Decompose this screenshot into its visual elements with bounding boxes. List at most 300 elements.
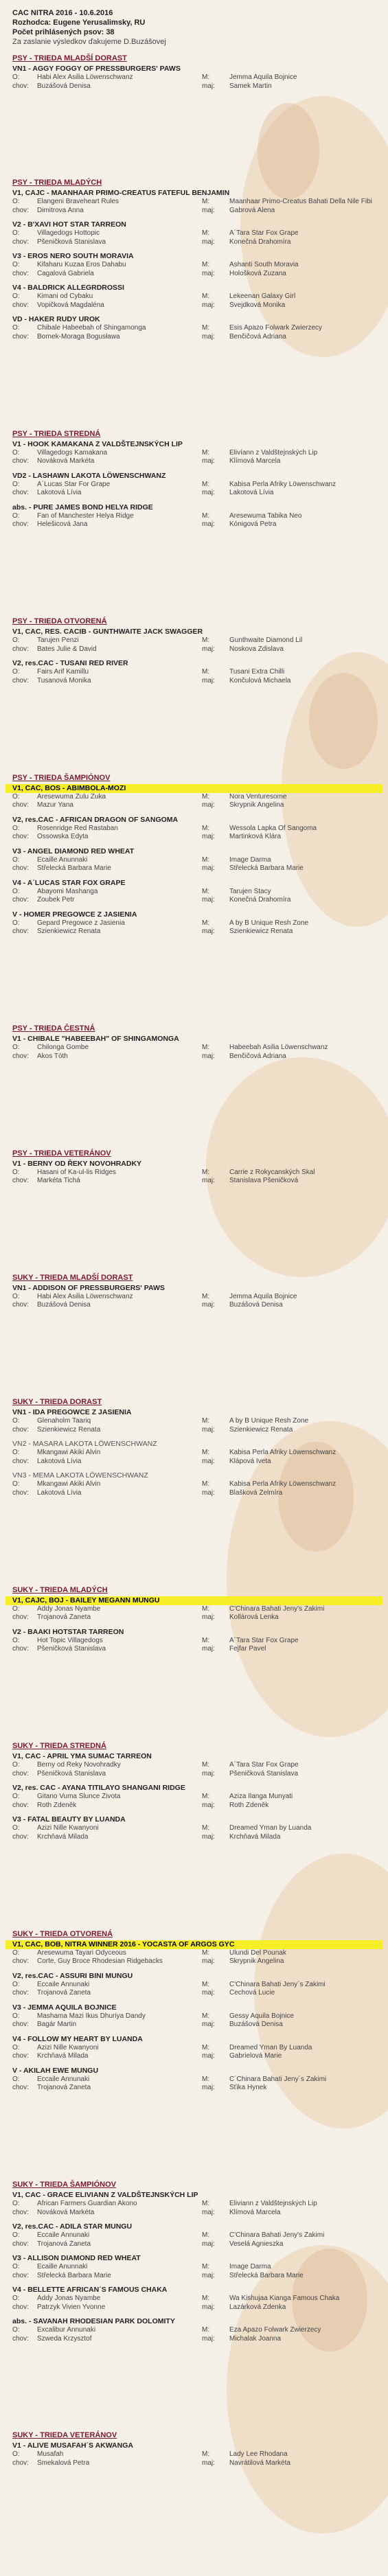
class-title: PSY - TRIEDA ČESTNÁ (12, 1024, 95, 1033)
owner-name: Fejfar Pavel (229, 1645, 266, 1653)
dam-label: M: (202, 2326, 210, 2334)
owners-row (0, 1426, 388, 1435)
owner-name: Gabrielová Marie (229, 2052, 282, 2060)
dam-name: Tusani Extra Chilli (229, 668, 285, 676)
parents-row (0, 1480, 388, 1489)
breeder-name: Bagár Martin (37, 2021, 77, 2029)
owner-name: Martinková Klára (229, 833, 282, 841)
result-entry (0, 1284, 388, 1310)
sire-name: Fan of Manchester Helya Ridge (37, 511, 134, 520)
owners-row (0, 833, 388, 842)
result-entry (0, 2254, 388, 2280)
breeder-label: chov: (12, 2021, 29, 2029)
dam-label: M: (202, 1417, 210, 1425)
dam-name: Kabisa Perla Afriky Löwenschwanz (229, 1480, 336, 1488)
dam-name: Elivíann z Valdštejnských Lip (229, 448, 318, 457)
dam-label: M: (202, 1292, 210, 1300)
award-line: V1, CAJC - MAANHAAR PRIMO-CREATUS FATEFUL BENJAMIN (12, 189, 230, 198)
class-title: SUKY - TRIEDA MLADŠÍ DORAST (12, 1273, 133, 1282)
dam-label: M: (202, 448, 210, 457)
dam-name: Carrie z Rokycanských Skal (229, 1168, 315, 1176)
sire-label: O: (12, 668, 20, 676)
breeder-name: Tusanová Monika (37, 676, 91, 685)
owner-name: Blašková Želmíra (229, 1488, 283, 1497)
result-entry (0, 2286, 388, 2312)
owner-name: Kollárová Lenka (229, 1613, 279, 1622)
owner-name: Střelecká Barbara Marie (229, 864, 304, 873)
dam-label: M: (202, 792, 210, 801)
owner-name: Lazárková Zdenka (229, 2303, 286, 2311)
sire-name: Villagedogs Hottopic (37, 229, 100, 238)
owner-label: maj: (202, 1989, 215, 1997)
breeder-label: chov: (12, 833, 29, 841)
breeder-name: Lakotová Lívia (37, 1488, 82, 1497)
dam-label: M: (202, 2012, 210, 2020)
sire-name: Excalibur Annunaki (37, 2326, 96, 2334)
owners-row (0, 2240, 388, 2249)
owner-name: Gabrová Alena (229, 206, 275, 214)
dam-name: C'Chinara Bahati Jeny's Zakimi (229, 1605, 325, 1613)
dam-label: M: (202, 1636, 210, 1644)
result-entry (0, 1408, 388, 1434)
owner-name: Kónigová Petra (229, 520, 277, 529)
breeder-label: chov: (12, 1488, 29, 1497)
sire-label: O: (12, 919, 20, 927)
sire-name: Mkangawi Akiki Alvin (37, 1480, 101, 1488)
breeder-name: Trojanová Žaneta (37, 1989, 91, 1997)
owner-name: Noskova Zdislava (229, 645, 284, 653)
breeder-name: Lakotová Lívia (37, 489, 82, 497)
award-line: abs. - SAVANAH RHODESIAN PARK DOLOMITY (12, 2317, 175, 2326)
owner-label: maj: (202, 269, 215, 277)
dam-label: M: (202, 1761, 210, 1769)
award-line: V1, CAC - APRIL YMA SUMAC TARREON (12, 1752, 152, 1761)
owner-name: Švejdková Monika (229, 301, 286, 309)
breeder-label: chov: (12, 2208, 29, 2216)
owner-name: Hološková Zuzana (229, 269, 286, 277)
sire-label: O: (12, 261, 20, 269)
award-line: V4 - A´LUCAS STAR FOX GRAPE (12, 878, 126, 887)
sire-label: O: (12, 511, 20, 520)
breeder-name: Bates Julie & David (37, 645, 97, 653)
breeder-label: chov: (12, 864, 29, 873)
result-entry (0, 1035, 388, 1061)
result-entry (0, 1440, 388, 1466)
award-line: V2, res. CAC - AYANA TITILAYO SHANGANI RIDGE (12, 1784, 185, 1793)
sire-name: Ecaille Anunnaki (37, 855, 88, 864)
owners-row (0, 2209, 388, 2218)
result-entry (0, 440, 388, 466)
class-title: PSY - TRIEDA ŠAMPIÓNOV (12, 773, 111, 782)
dam-name: Ashanti South Moravia (229, 261, 299, 269)
owners-row (0, 1053, 388, 1061)
breeder-name: Pšeničková Stanislava (37, 238, 106, 246)
breeder-name: Smekalová Petra (37, 2459, 90, 2467)
breeder-name: Cagalová Gabriela (37, 269, 94, 277)
result-entry (0, 910, 388, 936)
owner-name: Veselá Agnieszka (229, 2240, 284, 2248)
owner-label: maj: (202, 2334, 215, 2343)
judge-line: Rozhodca: Eugene Yerusalimsky, RU (12, 19, 146, 27)
award-line: V3 - EROS NERO SOUTH MORAVIA (12, 252, 134, 261)
owner-label: maj: (202, 2303, 215, 2311)
parents-row (0, 856, 388, 865)
owners-row (0, 457, 388, 466)
sire-label: O: (12, 480, 20, 488)
result-entry (0, 1628, 388, 1654)
dam-label: M: (202, 1793, 210, 1801)
document-header (0, 8, 388, 47)
sire-label: O: (12, 1480, 20, 1488)
sire-label: O: (12, 887, 20, 895)
breeder-name: Nováková Markéta (37, 2208, 95, 2216)
class-section (0, 1149, 388, 1186)
owner-label: maj: (202, 1457, 215, 1465)
owners-row (0, 333, 388, 342)
sire-label: O: (12, 1793, 20, 1801)
parents-row (0, 512, 388, 521)
dam-name: Kabisa Perla Afriky Löwenschwanz (229, 1449, 336, 1457)
award-line: V - HOMER PREGOWCE Z JASIENIA (12, 910, 137, 919)
breeder-label: chov: (12, 1645, 29, 1653)
dam-name: Kabisa Perla Afriky Löwenschwanz (229, 480, 336, 488)
award-line: VD2 - LASHAWN LAKOTA LÖWENSCHWANZ (12, 471, 166, 480)
owners-row (0, 82, 388, 91)
award-line: abs. - PURE JAMES BOND HELYA RIDGE (12, 503, 153, 511)
breeder-label: chov: (12, 1457, 29, 1465)
class-title: SUKY - TRIEDA ŠAMPIÓNOV (12, 2181, 116, 2189)
breeder-label: chov: (12, 1957, 29, 1966)
owner-label: maj: (202, 520, 215, 529)
parents-row (0, 1637, 388, 1646)
dam-label: M: (202, 229, 210, 238)
owner-name: Skrypnik Angelina (229, 1957, 284, 1966)
result-entry (0, 315, 388, 341)
dam-name: Gessy Aquila Bojnice (229, 2012, 294, 2020)
owners-row (0, 207, 388, 216)
result-entry (0, 628, 388, 654)
parents-row (0, 229, 388, 238)
sire-label: O: (12, 636, 20, 645)
dam-name: A´Tara Star Fox Grape (229, 1761, 299, 1769)
breeder-label: chov: (12, 2052, 29, 2060)
owners-row (0, 2052, 388, 2061)
dam-label: M: (202, 2043, 210, 2051)
breeder-name: Dimitrova Anna (37, 206, 84, 214)
breeder-name: Patrzyk Vivien Yvonne (37, 2303, 106, 2311)
sire-name: Aresewuma Tayari Odyceous (37, 1948, 126, 1957)
breeder-name: Ossowska Edyta (37, 833, 89, 841)
sire-label: O: (12, 229, 20, 238)
parents-row (0, 261, 388, 270)
sire-label: O: (12, 292, 20, 301)
parents-row (0, 1044, 388, 1053)
breeder-name: Helešicová Jana (37, 520, 88, 529)
owner-label: maj: (202, 1488, 215, 1497)
award-line: V2, res.CAC - AFRICAN DRAGON OF SANGOMA (12, 815, 179, 824)
breeder-label: chov: (12, 1425, 29, 1434)
result-entry (0, 1596, 388, 1622)
owner-name: Benčičová Adriana (229, 1052, 286, 1060)
parents-row (0, 636, 388, 645)
owner-name: Krchňavá Milada (229, 1832, 281, 1841)
parents-row (0, 1605, 388, 1614)
breeder-label: chov: (12, 801, 29, 809)
parents-row (0, 793, 388, 802)
breeder-label: chov: (12, 2459, 29, 2467)
award-line: V1, CAC, RES. CACIB - GUNTHWAITE JACK SWAGGER (12, 628, 203, 636)
owners-row (0, 1489, 388, 1498)
owner-label: maj: (202, 2084, 215, 2092)
breeder-label: chov: (12, 520, 29, 529)
sire-label: O: (12, 1636, 20, 1644)
dam-label: M: (202, 73, 210, 81)
owners-row (0, 2303, 388, 2312)
sire-name: Tarujen Penzi (37, 636, 79, 645)
owners-row (0, 677, 388, 686)
parents-row (0, 1981, 388, 1990)
owners-row (0, 1989, 388, 1998)
owner-name: Klímová Marcela (229, 2208, 281, 2216)
parents-row (0, 2295, 388, 2303)
owner-name: Navrátilová Markéta (229, 2459, 290, 2467)
sire-label: O: (12, 2450, 20, 2459)
sire-name: Aresewuma Zulu Zuka (37, 792, 106, 801)
sire-name: Rosenridge Red Rastaban (37, 824, 118, 832)
dam-label: M: (202, 887, 210, 895)
owners-row (0, 489, 388, 498)
owner-name: Pšeničková Stanislava (229, 1769, 299, 1778)
dam-label: M: (202, 1824, 210, 1832)
owners-row (0, 270, 388, 279)
breeder-name: Roth Zdeněk (37, 1801, 77, 1809)
result-entry (0, 2003, 388, 2029)
breeder-label: chov: (12, 1832, 29, 1841)
dam-name: Lekeenan Galaxy Girl (229, 292, 296, 301)
owner-label: maj: (202, 676, 215, 685)
award-line: V3 - JEMMA AQUILA BOJNICE (12, 2003, 117, 2012)
sire-label: O: (12, 1449, 20, 1457)
dam-name: Tarujen Stacy (229, 887, 271, 895)
dam-label: M: (202, 919, 210, 927)
owner-label: maj: (202, 1425, 215, 1434)
owner-label: maj: (202, 2021, 215, 2029)
breeder-name: Trojanová Žaneta (37, 2084, 91, 2092)
breeder-name: Vopičková Magdaléna (37, 301, 104, 309)
award-line: V1, CAC, BOS - ABIMBOLA-MOZI (5, 784, 383, 793)
owner-label: maj: (202, 332, 215, 341)
sire-name: Kimani od Cybaku (37, 292, 93, 301)
owners-row (0, 238, 388, 247)
result-entry (0, 503, 388, 529)
class-section (0, 2430, 388, 2468)
dam-name: Dreamed Yman By Luanda (229, 2043, 312, 2051)
owner-label: maj: (202, 82, 215, 90)
parents-row (0, 825, 388, 833)
dam-label: M: (202, 668, 210, 676)
dam-name: Eliviann z Valdštejnských Lip (229, 2200, 317, 2208)
dam-name: Gunthwaite Diamond Lil (229, 636, 303, 645)
award-line: V1 - HOOK KAMAKANA Z VALDŠTEJNSKÝCH LIP (12, 439, 183, 448)
owner-label: maj: (202, 489, 215, 497)
award-line: VN1 - IDA PREGOWCE Z JASIENIA (12, 1408, 132, 1417)
dam-label: M: (202, 2200, 210, 2208)
result-entry (0, 879, 388, 905)
sire-label: O: (12, 198, 20, 206)
class-title: SUKY - TRIEDA OTVORENÁ (12, 1929, 113, 1938)
owner-name: Samek Martin (229, 82, 272, 90)
breeder-label: chov: (12, 2084, 29, 2092)
breeder-name: Zoubek Petr (37, 896, 75, 904)
breeder-name: Střelecká Barbara Marie (37, 864, 111, 873)
dam-name: Jemma Aquila Bojnice (229, 73, 297, 81)
sire-name: Chibale Habeebah of Shingamonga (37, 324, 146, 332)
breeder-name: Mazur Yana (37, 801, 73, 809)
award-line: V2, res.CAC - ADILA STAR MUNGU (12, 2222, 133, 2231)
parents-row (0, 2231, 388, 2240)
owner-label: maj: (202, 645, 215, 653)
breeder-label: chov: (12, 269, 29, 277)
parents-row (0, 2450, 388, 2459)
parents-row (0, 449, 388, 458)
sire-name: Gitano Vuma Slunce Života (37, 1793, 121, 1801)
breeder-label: chov: (12, 1177, 29, 1185)
breeder-name: Krchňavá Milada (37, 1832, 89, 1841)
owners-row (0, 1177, 388, 1186)
sire-label: O: (12, 324, 20, 332)
result-entry (0, 2441, 388, 2468)
class-section (0, 2180, 388, 2343)
dam-name: Maanhaar Primo-Creatus Bahati Della Nile Fibi (229, 198, 372, 206)
class-section (0, 1024, 388, 1061)
class-title: PSY - TRIEDA VETERÁNOV (12, 1149, 111, 1158)
sire-label: O: (12, 1168, 20, 1176)
award-line: V3 - FATAL BEAUTY BY LUANDA (12, 1815, 126, 1824)
sire-name: Eccaile Annunaki (37, 2231, 90, 2240)
class-section (0, 178, 388, 341)
award-line: V1 - ALIVE MUSAFAH´S AKWANGA (12, 2441, 133, 2450)
owner-name: Buzášová Denisa (229, 1301, 283, 1309)
owner-label: maj: (202, 1957, 215, 1966)
sire-label: O: (12, 1605, 20, 1613)
dam-label: M: (202, 198, 210, 206)
owner-name: Michalak Joanna (229, 2334, 282, 2343)
owner-name: Szienkiewicz Renata (229, 1425, 293, 1434)
class-list (0, 54, 388, 2468)
owner-label: maj: (202, 801, 215, 809)
breeder-label: chov: (12, 1801, 29, 1809)
result-entry (0, 1752, 388, 1778)
owners-row (0, 2459, 388, 2468)
parents-row (0, 1824, 388, 1833)
owners-row (0, 1645, 388, 1654)
parents-row (0, 198, 388, 207)
parents-row (0, 919, 388, 928)
sire-label: O: (12, 1417, 20, 1425)
class-section (0, 54, 388, 91)
parents-row (0, 668, 388, 677)
class-title: PSY - TRIEDA MLADÝCH (12, 179, 102, 187)
award-line: V4 - BELLETTE AFRICAN´S FAMOUS CHAKA (12, 2286, 168, 2295)
breeder-label: chov: (12, 489, 29, 497)
parents-row (0, 1793, 388, 1802)
award-line: V4 - FOLLOW MY HEART BY LUANDA (12, 2034, 143, 2043)
sire-label: O: (12, 2012, 20, 2020)
owners-row (0, 1458, 388, 1467)
award-line: V1, CAJC, BOJ - BAILEY MEGANN MUNGU (5, 1596, 383, 1605)
owner-label: maj: (202, 2240, 215, 2248)
owners-row (0, 928, 388, 936)
award-line: V2 - BAAKI HOTSTAR TARREON (12, 1627, 124, 1636)
owner-name: Šťika Hynek (229, 2084, 267, 2092)
owners-row (0, 1613, 388, 1622)
sire-label: O: (12, 855, 20, 864)
class-title: SUKY - TRIEDA MLADÝCH (12, 1585, 108, 1594)
sire-name: Glenaholm Taariq (37, 1417, 91, 1425)
class-section (0, 1397, 388, 1497)
owner-label: maj: (202, 833, 215, 841)
owners-row (0, 1301, 388, 1310)
dam-label: M: (202, 1605, 210, 1613)
sire-name: Elangeni Braveheart Rules (37, 198, 119, 206)
sire-label: O: (12, 1761, 20, 1769)
result-entry (0, 1940, 388, 1966)
owners-row (0, 864, 388, 873)
sire-name: Habi Alex Asilia Löwenschwanz (37, 73, 133, 81)
award-line: V3 - ANGEL DIAMOND RED WHEAT (12, 847, 135, 855)
sire-label: O: (12, 1292, 20, 1300)
breeder-label: chov: (12, 457, 29, 465)
breeder-label: chov: (12, 676, 29, 685)
owner-name: Roth Zdeněk (229, 1801, 269, 1809)
owner-label: maj: (202, 1177, 215, 1185)
result-entry (0, 65, 388, 91)
dam-name: Wa Kishujaa Kianga Famous Chaka (229, 2295, 340, 2303)
award-line: V1 - CHIBALE "HABEEBAH" OF SHINGAMONGA (12, 1035, 179, 1044)
dam-name: C'Chinara Bahati Jeny's Zakimi (229, 2231, 325, 2240)
owners-row (0, 896, 388, 905)
class-section (0, 1929, 388, 2093)
breeder-label: chov: (12, 206, 29, 214)
sire-label: O: (12, 2231, 20, 2240)
parents-row (0, 2200, 388, 2209)
owner-label: maj: (202, 2052, 215, 2060)
owner-label: maj: (202, 896, 215, 904)
result-entry (0, 2035, 388, 2061)
class-section (0, 617, 388, 685)
dam-name: Aresewuma Tabika Neo (229, 511, 302, 520)
breeder-name: Szienkiewicz Renata (37, 928, 101, 936)
breeder-name: Buzášová Denisa (37, 82, 91, 90)
result-entry (0, 1471, 388, 1497)
owner-name: Končulová Michaela (229, 676, 291, 685)
breeder-label: chov: (12, 1301, 29, 1309)
sire-label: O: (12, 1948, 20, 1957)
dam-label: M: (202, 1948, 210, 1957)
dam-label: M: (202, 2450, 210, 2459)
result-entry (0, 189, 388, 215)
class-section (0, 429, 388, 529)
dam-label: M: (202, 1480, 210, 1488)
show-title: CAC NITRA 2016 - 10.6.2016 (12, 9, 113, 17)
award-line: V4 - BALDRICK ALLEGRDROSSI (12, 284, 124, 292)
result-entry (0, 1815, 388, 1841)
owners-row (0, 2084, 388, 2093)
dam-name: C'Chinara Bahati Jeny´s Zakimi (229, 1980, 326, 1988)
parents-row (0, 2326, 388, 2335)
owner-name: Szienkiewicz Renata (229, 928, 293, 936)
award-line: VN1 - AGGY FOGGY OF PRESSBURGERS' PAWS (12, 65, 181, 73)
